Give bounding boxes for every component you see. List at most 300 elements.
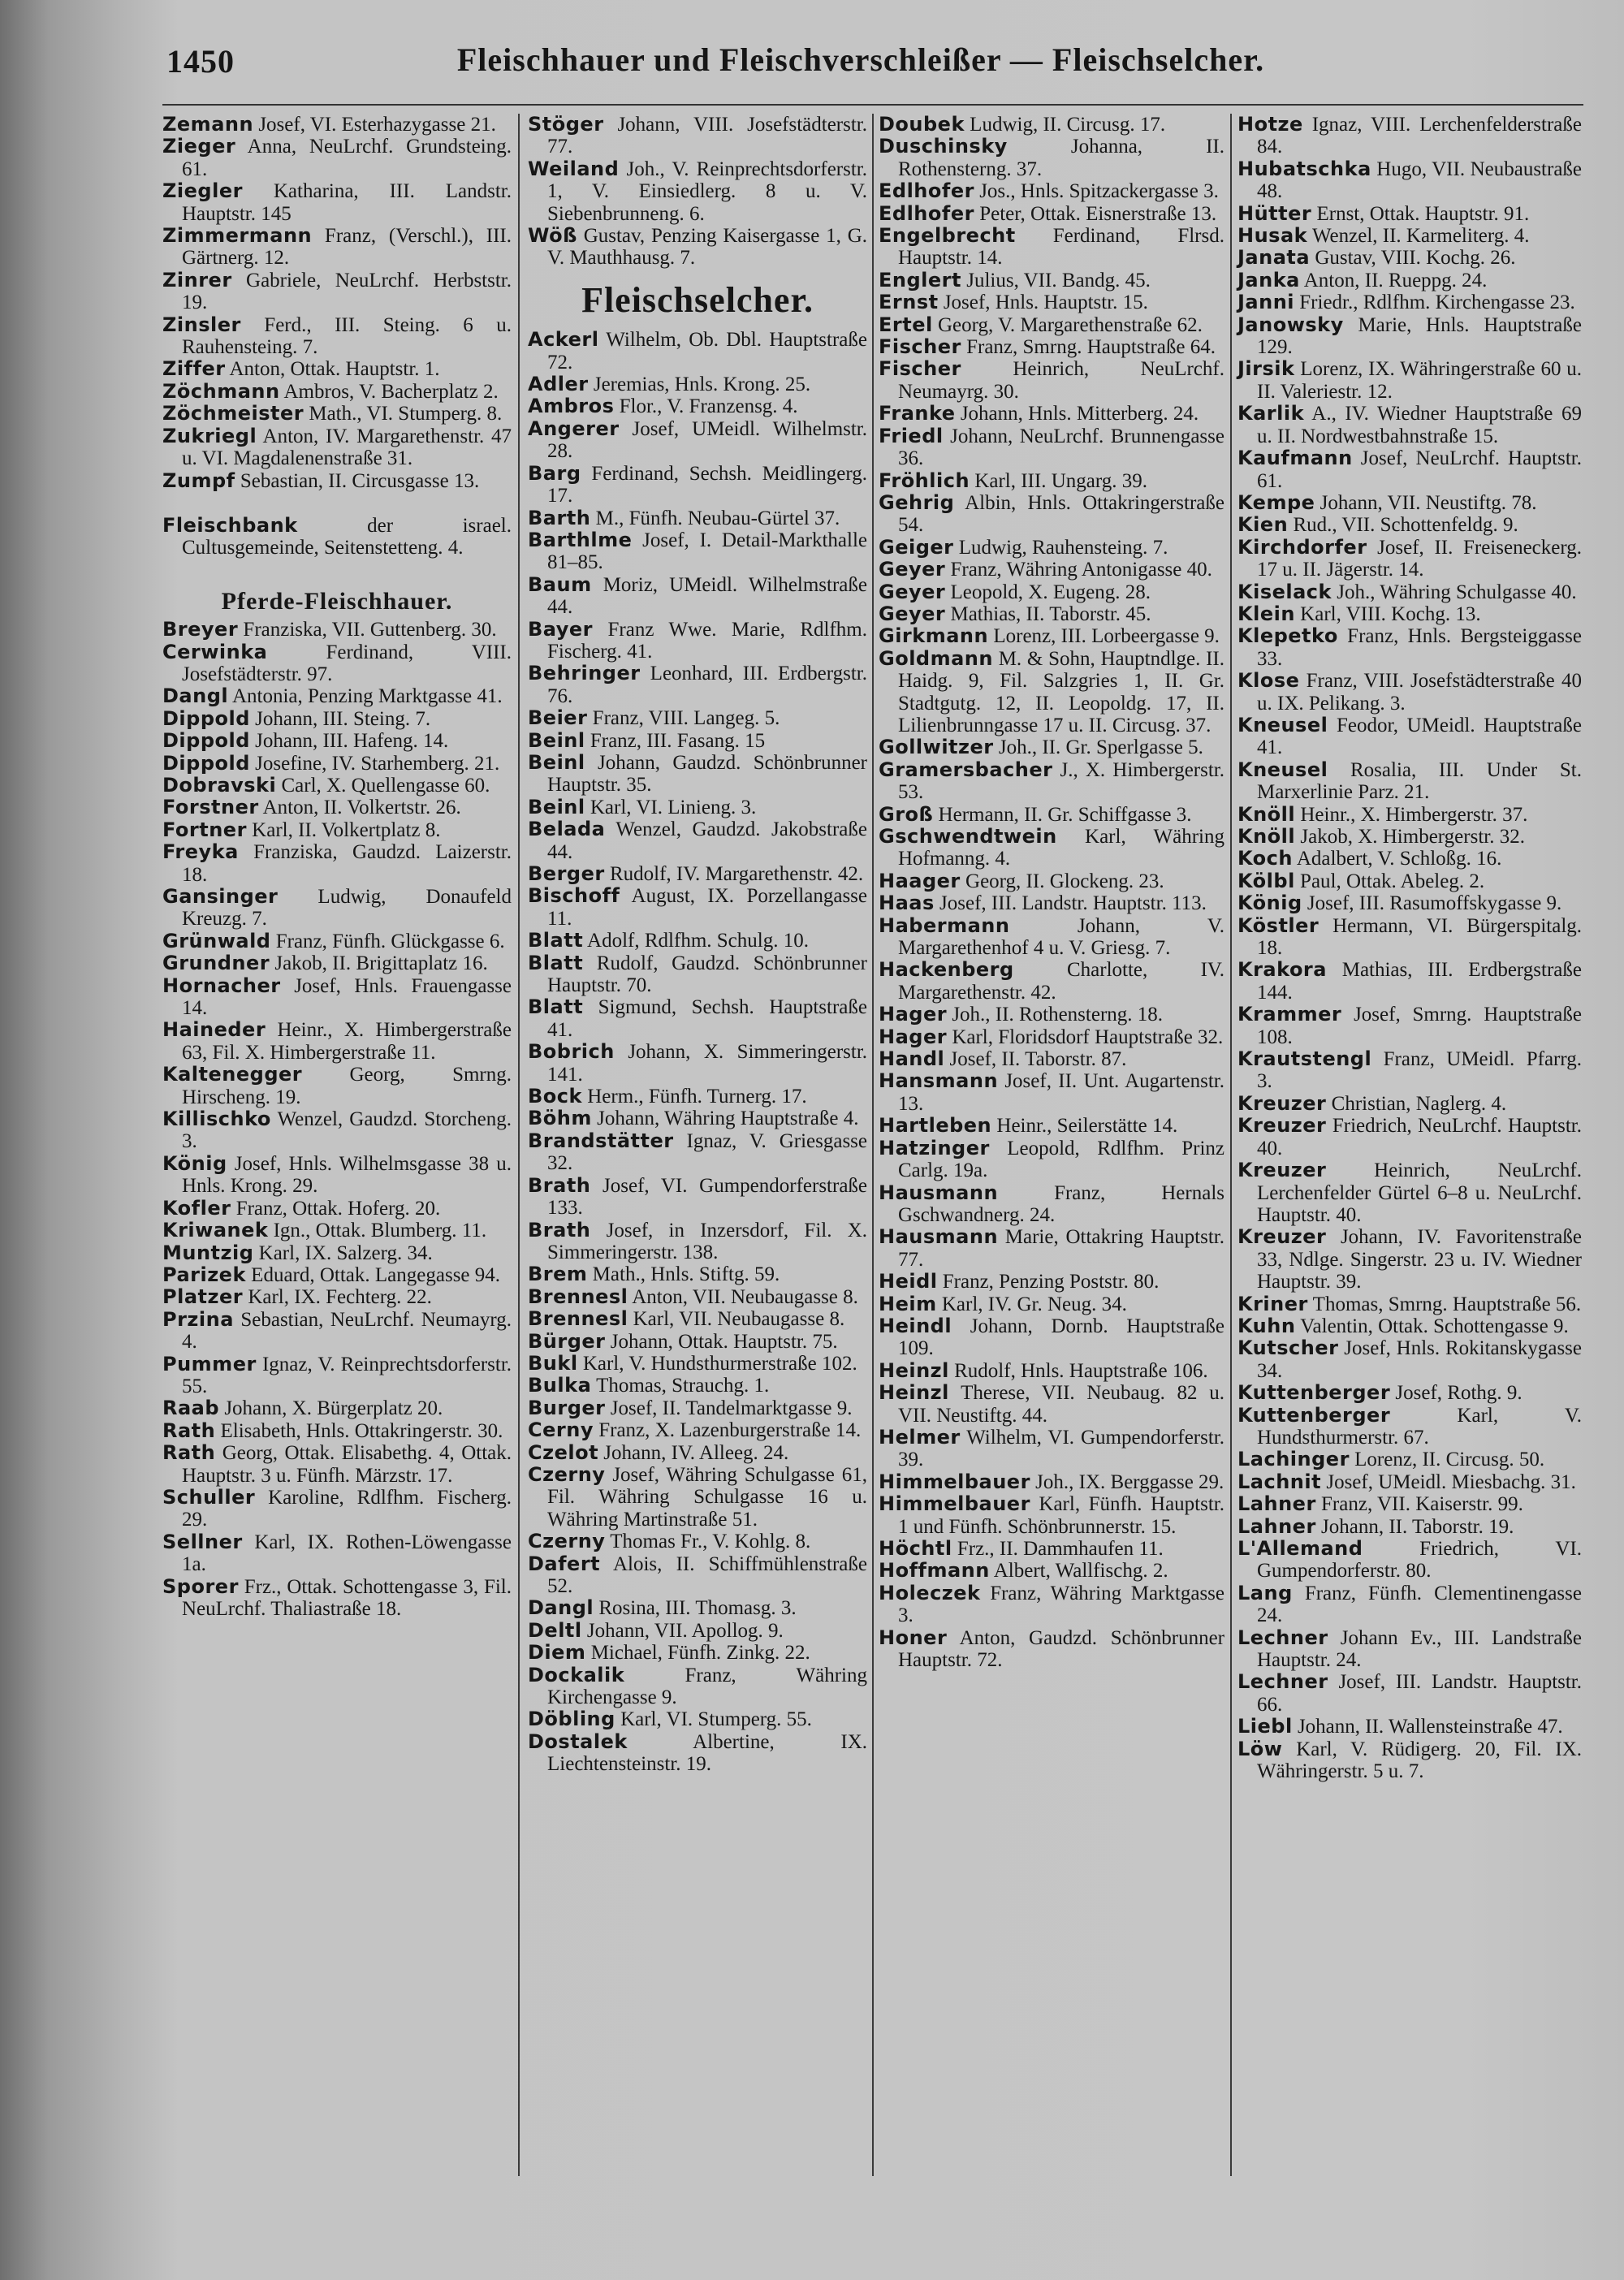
entry-address: Ludwig, Donaufeld Kreuzg. 7. — [182, 886, 512, 931]
entry-name: Fortner — [162, 818, 247, 841]
entry-name: Ziffer — [162, 357, 226, 381]
directory-entry — [879, 1583, 1224, 1627]
entry-address: Wilhelm, Ob. Dbl. Hauptstraße 72. — [547, 329, 867, 374]
directory-entry — [528, 1108, 867, 1129]
entry-name: Dockalik — [528, 1663, 625, 1686]
entry-address: Rud., VII. Schottenfeldg. 9. — [1293, 514, 1518, 537]
directory-entry — [528, 996, 867, 1041]
entry-name: Angerer — [528, 417, 620, 440]
entry-address: Johann, V. Margarethenhof 4 u. V. Griesg. 7. — [898, 914, 1224, 960]
entry-name: Zukriegl — [162, 424, 257, 447]
entry-address: Leonhard, III. Erdbergstr. 76. — [547, 663, 867, 707]
entry-name: Lachinger — [1237, 1448, 1350, 1471]
directory-entry — [879, 270, 1224, 291]
entry-address: Rosalia, III. Under St. Marxerlinie Parz. 21. — [1257, 758, 1582, 804]
directory-entry — [879, 1560, 1224, 1582]
entry-name: Beier — [528, 706, 588, 730]
entry-name: Kaltenegger — [162, 1063, 303, 1086]
entry-name: Kempe — [1237, 490, 1315, 514]
directory-entry — [1237, 447, 1582, 492]
entry-address: Alois, II. Schiffmühlenstraße 52. — [547, 1552, 867, 1597]
entry-name: Rath — [162, 1419, 216, 1442]
directory-entry — [879, 870, 1224, 892]
directory-entry — [1237, 158, 1582, 203]
entry-address: Flor., V. Franzensg. 4. — [619, 395, 798, 418]
entry-address: Jakob, X. Himbergerstr. 32. — [1300, 826, 1525, 848]
entry-address: Karl, VI. Linieng. 3. — [590, 796, 757, 818]
directory-entry — [1237, 1382, 1582, 1404]
entry-name: Englert — [879, 268, 961, 291]
entry-name: Krammer — [1237, 1003, 1342, 1026]
entry-name: Goldmann — [879, 646, 993, 670]
directory-entry — [528, 818, 867, 863]
directory-entry — [162, 1354, 512, 1398]
entry-name: Geiger — [879, 535, 954, 559]
directory-entry — [879, 1070, 1224, 1115]
entry-name: Kreuzer — [1237, 1114, 1327, 1138]
entry-name: Zöchmann — [162, 379, 280, 403]
entry-name: Hausmann — [879, 1181, 999, 1204]
entry-address: Ludwig, Rauhensteing. 7. — [958, 536, 1168, 559]
entry-address: Josef, III. Landstr. Hauptstr. 66. — [1257, 1671, 1583, 1716]
directory-entry — [879, 358, 1224, 403]
entry-name: Kneusel — [1237, 713, 1328, 736]
entry-address: Karl, Währing Hofmanng. 4. — [898, 826, 1224, 870]
entry-name: Berger — [528, 862, 605, 885]
directory-entry — [528, 225, 867, 270]
entry-address: Peter, Ottak. Eisnerstraße 13. — [979, 202, 1217, 225]
entry-name: Kreuzer — [1237, 1091, 1327, 1115]
entry-name: Dippold — [162, 751, 250, 775]
entry-name: Zieger — [162, 135, 236, 158]
directory-entry — [162, 1420, 512, 1442]
entry-name: Hütter — [1237, 201, 1312, 225]
directory-entry — [879, 1271, 1224, 1293]
directory-entry — [528, 930, 867, 952]
directory-entry — [879, 470, 1224, 492]
directory-entry — [528, 374, 867, 395]
column-2 — [528, 114, 867, 1776]
directory-entry — [879, 1293, 1224, 1315]
entry-address: Franz, UMeidl. Pfarrg. 3. — [1257, 1048, 1582, 1093]
directory-entry — [1237, 1471, 1582, 1493]
entry-name: Krautstengl — [1237, 1047, 1372, 1071]
entry-address: Anton, Ottak. Hauptstr. 1. — [229, 358, 440, 381]
directory-entry — [879, 892, 1224, 914]
entry-address: Albertine, IX. Liechtensteinstr. 19. — [547, 1730, 867, 1776]
entry-name: Janni — [1237, 291, 1295, 314]
entry-name: Zimmermann — [162, 224, 313, 248]
entry-address: Franz, Währing Marktgasse 3. — [898, 1582, 1224, 1627]
entry-address: Eduard, Ottak. Langegasse 94. — [251, 1263, 501, 1286]
entry-address: Therese, VII. Neubaug. 82 u. VII. Neustiftg. 44. — [898, 1382, 1224, 1427]
directory-entry — [528, 1553, 867, 1598]
entry-address: Anton, IV. Margarethenstr. 47 u. VI. Magdalenenstraße 31. — [182, 425, 512, 470]
entry-name: Dangl — [528, 1596, 594, 1620]
entry-address: Franz, VII. Kaiserstr. 99. — [1321, 1493, 1523, 1516]
directory-entry — [528, 707, 867, 729]
entry-name: Lechner — [1237, 1626, 1328, 1649]
entry-name: Baum — [528, 572, 592, 596]
entry-address: Franz, (Verschl.), III. Gärtnerg. 12. — [182, 225, 512, 270]
entry-address: Josef, Hnls. Hauptstr. 15. — [943, 291, 1148, 314]
directory-entry — [1237, 291, 1582, 313]
spacer — [162, 559, 512, 582]
entry-address: Johann, II. Wallensteinstraße 47. — [1297, 1716, 1563, 1738]
entry-name: Stöger — [528, 113, 604, 136]
entry-name: Forstner — [162, 796, 259, 819]
entry-address: Josef, VI. Esterhazygasse 21. — [258, 114, 496, 136]
entry-name: Brennesl — [528, 1307, 628, 1331]
directory-entry — [1237, 403, 1582, 447]
entry-name: Przina — [162, 1307, 234, 1331]
directory-entry — [162, 952, 512, 974]
directory-entry — [162, 381, 512, 403]
entry-address: Jakob, II. Brigittaplatz 16. — [274, 952, 488, 975]
entry-address: Jos., Hnls. Spitzackergasse 3. — [979, 180, 1219, 203]
directory-entry — [162, 270, 512, 314]
entry-address: Adalbert, V. Schloßg. 16. — [1296, 848, 1502, 870]
entry-name: Fleischbank — [162, 513, 298, 537]
entry-address: Franz, Ottak. Hoferg. 20. — [235, 1197, 441, 1220]
entry-address: Lorenz, II. Circusg. 50. — [1354, 1449, 1545, 1471]
directory-entry — [162, 425, 512, 470]
entry-address: Johann, VIII. Josefstädterstr. 77. — [547, 114, 867, 158]
entry-name: Klose — [1237, 669, 1300, 693]
entry-name: Rath — [162, 1441, 216, 1465]
directory-entry — [879, 1226, 1224, 1271]
entry-address: Ferdinand, Flrsd. Hauptstr. 14. — [898, 225, 1224, 270]
entry-name: Doubek — [879, 113, 965, 136]
directory-entry — [528, 418, 867, 463]
directory-entry — [528, 529, 867, 574]
directory-entry — [528, 1308, 867, 1330]
entry-address: Johann, X. Bürgerplatz 20. — [224, 1397, 443, 1420]
entry-name: Brath — [528, 1173, 591, 1197]
directory-entry — [1237, 959, 1582, 1004]
entry-address: Johann, Ottak. Hauptstr. 75. — [610, 1330, 838, 1353]
directory-entry — [528, 1175, 867, 1220]
entry-address: Math., Hnls. Stiftg. 59. — [592, 1263, 780, 1286]
entry-address: Anton, II. Rueppg. 24. — [1303, 269, 1488, 291]
entry-name: Dobravski — [162, 773, 277, 797]
entry-address: Josef, Smrng. Hauptstraße 108. — [1257, 1004, 1582, 1048]
entry-address: Franz, Fünfh. Glückgasse 6. — [275, 930, 505, 952]
entry-name: Kriwanek — [162, 1219, 269, 1242]
entry-address: Ign., Ottak. Blumberg. 11. — [273, 1220, 487, 1242]
entry-name: Czerny — [528, 1462, 606, 1486]
entry-address: Rudolf, IV. Margarethenstr. 42. — [609, 863, 864, 885]
entry-address: Wenzel, Gaudzd. Storcheng. 3. — [182, 1108, 512, 1153]
entry-address: Johann, IV. Favoritenstraße 33, Ndlge. Singerstr. 23 u. IV. Wiedner Hauptstr. 39. — [1257, 1226, 1582, 1293]
directory-entry — [1237, 270, 1582, 291]
entry-address: Karl, IX. Fechterg. 22. — [248, 1286, 432, 1309]
directory-entry — [1237, 715, 1582, 759]
entry-name: Cerny — [528, 1419, 594, 1442]
directory-entry — [1237, 203, 1582, 225]
directory-entry — [528, 114, 867, 158]
directory-entry — [162, 1531, 512, 1576]
entry-name: Fischer — [879, 335, 961, 359]
entry-name: Kien — [1237, 513, 1289, 537]
entry-name: Knöll — [1237, 802, 1296, 826]
entry-address: Josefine, IV. Starhemberg. 21. — [255, 752, 500, 775]
directory-entry — [162, 114, 512, 136]
entry-address: Karl, IX. Rothen-Löwengasse 1a. — [182, 1531, 512, 1576]
entry-name: Kuttenberger — [1237, 1403, 1391, 1427]
directory-entry — [879, 492, 1224, 537]
directory-entry — [879, 336, 1224, 358]
column-1 — [162, 114, 512, 1620]
directory-entry — [528, 395, 867, 417]
entry-name: Belada — [528, 818, 606, 841]
directory-entry — [1237, 1115, 1582, 1159]
directory-entry — [879, 759, 1224, 804]
directory-entry — [879, 537, 1224, 559]
entry-address: der israel. Cultusgemeinde, Seitenstetteng. 4. — [182, 514, 512, 559]
entry-name: Franke — [879, 402, 956, 425]
entry-name: Kofler — [162, 1196, 231, 1220]
entry-address: Johann, III. Steing. 7. — [255, 707, 431, 730]
entry-name: Dangl — [162, 684, 229, 708]
entry-name: Blatt — [528, 929, 584, 952]
entry-address: Karl, Floridsdorf Hauptstraße 32. — [952, 1026, 1224, 1048]
entry-address: A., IV. Wiedner Hauptstraße 69 u. II. Nordwestbahnstraße 15. — [1257, 403, 1582, 447]
entry-name: Haas — [879, 892, 935, 915]
entry-name: Zinrer — [162, 268, 232, 291]
entry-name: Wöß — [528, 224, 577, 248]
entry-name: Grundner — [162, 952, 270, 975]
entry-name: Groß — [879, 802, 934, 826]
entry-address: Franziska, Gaudzd. Laizerstr. 18. — [182, 841, 512, 886]
directory-entry — [162, 931, 512, 952]
entry-name: Lahner — [1237, 1514, 1316, 1538]
entry-address: Ernst, Ottak. Hauptstr. 91. — [1316, 202, 1530, 225]
directory-entry — [1237, 247, 1582, 269]
entry-name: König — [1237, 892, 1302, 915]
directory-entry — [528, 952, 867, 997]
entry-address: Anton, VII. Neubaugasse 8. — [632, 1285, 858, 1308]
entry-address: Johann, III. Hafeng. 14. — [255, 730, 449, 753]
directory-entry — [528, 1620, 867, 1642]
directory-entry — [879, 736, 1224, 758]
entry-address: Wilhelm, VI. Gumpendorferstr. 39. — [898, 1426, 1224, 1471]
directory-entry — [162, 1264, 512, 1286]
directory-entry — [528, 1442, 867, 1464]
entry-address: Josef, II. Tandelmarktgasse 9. — [610, 1397, 853, 1419]
entry-name: Kreuzer — [1237, 1159, 1327, 1182]
entry-name: Grünwald — [162, 929, 271, 952]
entry-name: Hausmann — [879, 1225, 999, 1249]
entry-address: Johann, Hnls. Mitterberg. 24. — [960, 403, 1199, 425]
entry-address: Johann, VII. Apollog. 9. — [586, 1619, 784, 1642]
directory-entry — [1237, 804, 1582, 826]
entry-address: Josef, Hnls. Frauengasse 14. — [182, 974, 512, 1020]
directory-entry — [528, 1419, 867, 1441]
directory-entry — [528, 730, 867, 752]
directory-entry — [879, 559, 1224, 581]
entry-name: Ambros — [528, 395, 615, 418]
entry-name: Hager — [879, 1025, 948, 1048]
directory-entry — [879, 1004, 1224, 1026]
entry-name: Gramersbacher — [879, 758, 1053, 781]
entry-address: Josef, Währing Schulgasse 61, Fil. Währing Schulgasse 16 u. Währing Martinstraße 51. — [547, 1463, 867, 1531]
directory-entry — [162, 1108, 512, 1153]
entry-address: Josef, Hnls. Wilhelmsgasse 38 u. Hnls. Krong. 29. — [182, 1152, 512, 1198]
directory-entry — [879, 1182, 1224, 1227]
directory-entry — [162, 515, 512, 559]
entry-name: Zinsler — [162, 313, 241, 336]
entry-name: Kreuzer — [1237, 1225, 1327, 1249]
entry-address: Josef, III. Rasumoffskygasse 9. — [1307, 892, 1562, 915]
entry-name: Helmer — [879, 1425, 961, 1449]
entry-address: Herm., Fünfh. Turnerg. 17. — [587, 1086, 807, 1108]
entry-name: Zumpf — [162, 469, 235, 492]
entry-name: Barg — [528, 461, 581, 485]
entry-address: Ambros, V. Bacherplatz 2. — [283, 380, 499, 403]
directory-entry — [528, 1286, 867, 1308]
entry-address: Josef, VI. Gumpendorferstraße 133. — [547, 1174, 868, 1220]
entry-name: Behringer — [528, 662, 641, 685]
directory-entry — [879, 314, 1224, 336]
entry-address: Franz, Hernals Gschwandnerg. 24. — [898, 1181, 1225, 1226]
entry-name: Cerwinka — [162, 640, 268, 663]
entry-name: Haineder — [162, 1018, 266, 1042]
entry-name: Zöchmeister — [162, 402, 304, 425]
entry-name: Kneusel — [1237, 758, 1328, 781]
entry-name: Bischoff — [528, 884, 620, 908]
entry-name: Geyer — [879, 580, 946, 603]
directory-entry — [1237, 537, 1582, 581]
entry-address: Josef, UMeidl. Wilhelmstr. 28. — [547, 417, 868, 463]
entry-name: Bock — [528, 1085, 582, 1108]
directory-entry — [1237, 603, 1582, 625]
directory-entry — [162, 1153, 512, 1198]
directory-entry — [879, 1048, 1224, 1070]
entry-address: Valentin, Ottak. Schottengasse 9. — [1300, 1315, 1569, 1337]
entry-address: Friedr., Rdlfhm. Kirchengasse 23. — [1299, 291, 1575, 314]
directory-entry — [879, 403, 1224, 425]
directory-entry — [162, 1286, 512, 1308]
entry-address: Ignaz, VIII. Lerchenfelderstraße 84. — [1257, 114, 1583, 158]
entry-name: Gschwendtwein — [879, 825, 1057, 848]
entry-address: Georg, Ottak. Elisabethg. 4, Ottak. Hauptstr. 3 u. Fünfh. Märzstr. 17. — [182, 1442, 512, 1487]
entry-name: Blatt — [528, 995, 584, 1019]
entry-address: Johann, Gaudzd. Schönbrunner Hauptstr. 35. — [547, 751, 867, 797]
entry-address: Marie, Ottakring Hauptstr. 77. — [898, 1226, 1224, 1271]
directory-entry — [162, 1220, 512, 1241]
entry-address: Sebastian, NeuLrchf. Neumayrg. 4. — [182, 1308, 512, 1354]
entry-name: Heinzl — [879, 1381, 949, 1405]
directory-entry — [1237, 1004, 1582, 1048]
directory-entry — [162, 1487, 512, 1531]
directory-entry — [162, 1019, 512, 1064]
entry-address: Moriz, UMeidl. Wilhelmstraße 44. — [547, 573, 867, 619]
entry-address: Hermann, VI. Bürgerspitalg. 18. — [1257, 914, 1583, 960]
directory-entry — [879, 180, 1224, 202]
entry-address: Johann, II. Taborstr. 19. — [1321, 1515, 1514, 1538]
directory-entry — [879, 1115, 1224, 1137]
directory-entry — [1237, 826, 1582, 848]
directory-entry — [1237, 892, 1582, 914]
directory-entry — [879, 291, 1224, 313]
entry-name: Höchtl — [879, 1537, 952, 1560]
directory-entry — [1237, 1226, 1582, 1293]
entry-name: Himmelbauer — [879, 1470, 1030, 1493]
directory-entry — [879, 826, 1224, 870]
directory-entry — [1237, 870, 1582, 892]
entry-name: Dippold — [162, 729, 250, 753]
directory-entry — [1237, 1583, 1582, 1627]
entry-address: Karl, VII. Neubaugasse 8. — [633, 1308, 845, 1331]
directory-entry — [528, 1397, 867, 1419]
directory-entry — [528, 885, 867, 930]
entry-address: Karl, V. Hundsthurmerstraße 102. — [582, 1352, 857, 1375]
entry-name: Kuttenberger — [1237, 1381, 1391, 1405]
entry-address: Josef, III. Landstr. Hauptstr. 113. — [939, 892, 1207, 915]
directory-entry — [1237, 1405, 1582, 1449]
entry-name: Janowsky — [1237, 313, 1344, 336]
entry-name: Barth — [528, 506, 591, 529]
entry-address: Franziska, VII. Guttenberg. 30. — [243, 619, 497, 641]
entry-name: Hubatschka — [1237, 157, 1371, 180]
entry-address: Heinrich, NeuLrchf. Neumayrg. 30. — [898, 358, 1224, 403]
entry-address: Franz, X. Lazenburgerstraße 14. — [598, 1419, 862, 1442]
entry-name: Ackerl — [528, 328, 599, 352]
directory-entry — [1237, 1293, 1582, 1315]
directory-entry — [528, 1642, 867, 1664]
directory-entry — [528, 158, 867, 225]
entry-address: Elisabeth, Hnls. Ottakringerstr. 30. — [220, 1419, 503, 1442]
entry-address: Franz, Smrng. Hauptstraße 64. — [966, 336, 1216, 359]
entry-name: Geyer — [879, 602, 946, 625]
entry-name: Ziegler — [162, 179, 243, 203]
entry-name: Hoffmann — [879, 1559, 990, 1583]
column-3 — [879, 114, 1224, 1671]
entry-address: Josef, in Inzersdorf, Fil. X. Simmeringerstr. 138. — [547, 1219, 868, 1263]
directory-entry — [528, 1353, 867, 1375]
directory-entry — [162, 1442, 512, 1487]
entry-name: Böhm — [528, 1107, 592, 1130]
entry-address: Gabriele, NeuLrchf. Herbststr. 19. — [182, 269, 512, 314]
entry-address: Johann, VII. Neustiftg. 78. — [1320, 491, 1537, 514]
directory-entry — [528, 797, 867, 818]
directory-entry — [528, 329, 867, 374]
directory-entry — [162, 1198, 512, 1220]
entry-address: Joh., II. Gr. Sperlgasse 5. — [998, 736, 1203, 759]
entry-address: Heinrich, NeuLrchf. Lerchenfelder Gürtel 6–8 u. NeuLrchf. Hauptstr. 40. — [1257, 1159, 1582, 1226]
entry-name: Handl — [879, 1047, 945, 1071]
directory-entry — [528, 507, 867, 529]
directory-entry — [162, 708, 512, 730]
entry-name: Gansinger — [162, 885, 279, 908]
entry-address: Rudolf, Gaudzd. Schönbrunner Hauptstr. 70. — [547, 952, 867, 997]
entry-address: Jeremias, Hnls. Krong. 25. — [593, 374, 811, 396]
entry-name: Dafert — [528, 1552, 601, 1575]
entry-name: Blatt — [528, 951, 584, 974]
entry-name: König — [162, 1151, 227, 1175]
entry-name: Krakora — [1237, 958, 1327, 982]
entry-name: L'Allemand — [1237, 1537, 1363, 1560]
directory-entry — [528, 1708, 867, 1730]
entry-name: Hager — [879, 1003, 948, 1026]
directory-entry — [1237, 581, 1582, 603]
entry-address: Marie, Hnls. Hauptstraße 129. — [1257, 313, 1582, 359]
directory-entry — [162, 1242, 512, 1264]
entry-name: Janata — [1237, 246, 1311, 270]
entry-address: Heinr., Seilerstätte 14. — [996, 1115, 1178, 1138]
entry-name: Bobrich — [528, 1040, 615, 1064]
